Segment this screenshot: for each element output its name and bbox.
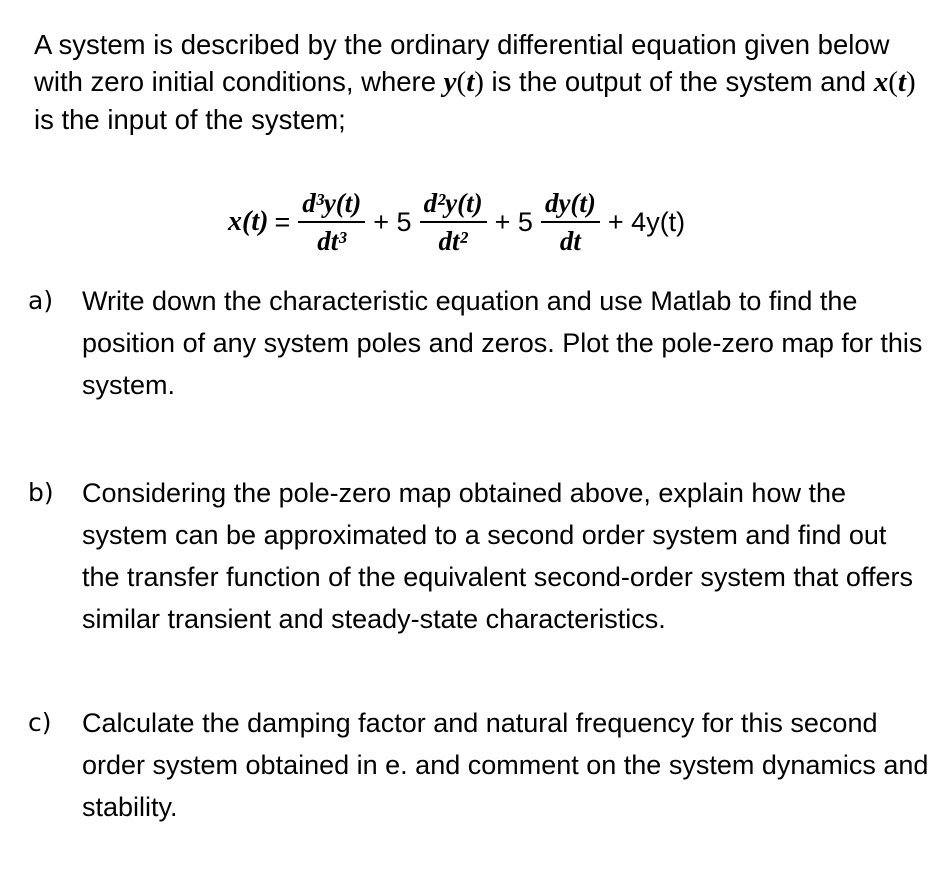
question-marker-c: c) — [28, 708, 52, 737]
differential-equation — [228, 180, 848, 264]
input-symbol-x: x — [873, 66, 889, 98]
intro-text-3: is the input of the system; — [34, 104, 346, 135]
plus-five-term-1: + 5 — [373, 206, 412, 237]
output-symbol-paren-open: ( — [456, 66, 467, 98]
intro-text-1: A system is described by the ordinary differential equation given below with zero initial conditions, where — [34, 29, 890, 97]
third-derivative-fraction — [298, 185, 365, 259]
input-symbol-paren-close: ) — [905, 66, 916, 98]
equation-lhs: x(t) — [228, 206, 269, 237]
first-derivative-fraction — [541, 185, 600, 259]
output-symbol-t: t — [466, 66, 475, 98]
question-text-a: Write down the characteristic equation and use Matlab to find the position of any system poles and zeros. Plot the pole-zero map for this system. — [82, 286, 923, 400]
question-text-c: Calculate the damping factor and natural frequency for this second order system obtained in e. and comment on the system dynamics and stability. — [82, 708, 929, 822]
intro-text-2: is the output of the system and — [483, 66, 874, 97]
question-marker-b: b) — [28, 478, 54, 507]
first-derivative-numerator: dy(t) — [544, 188, 596, 219]
input-symbol-t: t — [897, 66, 906, 98]
third-derivative-denominator: dt³ — [317, 225, 347, 256]
output-symbol — [444, 66, 484, 97]
output-symbol-y: y — [443, 66, 457, 98]
input-symbol-paren-open: ( — [888, 66, 898, 98]
intro-paragraph — [34, 26, 934, 138]
plus-five-term-2: + 5 — [494, 206, 533, 237]
equation-row — [228, 180, 848, 264]
input-symbol — [874, 66, 916, 97]
second-derivative-denominator: dt² — [438, 225, 468, 256]
second-derivative-fraction — [420, 185, 487, 259]
second-derivative-numerator: d²y(t) — [423, 188, 483, 219]
question-text-b: Considering the pole-zero map obtained above, explain how the system can be approximated to a second order system and find out the transfer function of the equivalent second-order system that offers similar transient and steady-state characteristics. — [82, 478, 913, 634]
output-symbol-paren-close: ) — [474, 66, 484, 98]
equals-sign: = — [274, 206, 291, 237]
plus-four-y-term: + 4y(t) — [607, 206, 686, 237]
third-derivative-numerator: d³y(t) — [302, 188, 362, 219]
first-derivative-denominator: dt — [559, 225, 581, 256]
question-marker-a: a) — [28, 286, 54, 315]
